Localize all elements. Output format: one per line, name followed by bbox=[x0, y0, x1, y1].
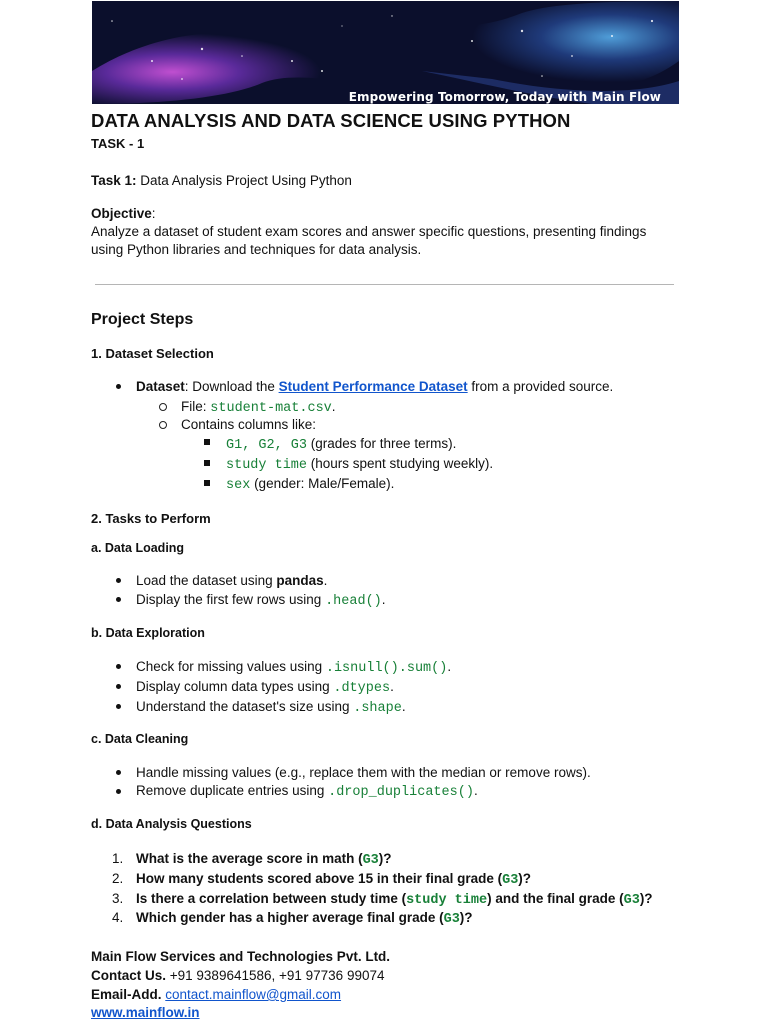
column-code: study time bbox=[226, 458, 308, 473]
bullet-dot-icon bbox=[116, 384, 121, 389]
dataset-text-pre: : Download the bbox=[184, 379, 279, 394]
bullet-dot-icon bbox=[116, 578, 121, 583]
bullet-square-icon bbox=[204, 439, 210, 445]
g3-code: G3 bbox=[443, 912, 460, 927]
contact-phone-numbers: +91 9389641586, +91 97736 99074 bbox=[166, 968, 385, 983]
exploration-end: . bbox=[390, 679, 394, 694]
objective-label: Objective bbox=[91, 206, 152, 221]
exploration-text: Understand the dataset's size using bbox=[136, 699, 354, 714]
column-desc: (gender: Male/Female). bbox=[250, 476, 395, 491]
list-number: 3. bbox=[112, 891, 124, 906]
dataset-label: Dataset bbox=[136, 379, 185, 394]
drop-duplicates-code: .drop_duplicates() bbox=[328, 785, 474, 800]
task-number: TASK - 1 bbox=[91, 136, 145, 151]
cleaning-text: Remove duplicate entries using bbox=[136, 783, 329, 798]
question-end: )? bbox=[639, 891, 653, 906]
email-link[interactable]: contact.mainflow@gmail.com bbox=[165, 987, 342, 1002]
question-end: )? bbox=[459, 910, 473, 925]
contact-label: Contact Us. bbox=[91, 968, 167, 983]
exploration-end: . bbox=[447, 659, 452, 674]
g3-code: G3 bbox=[502, 873, 519, 888]
exploration-end: . bbox=[401, 699, 406, 714]
exploration-item-1 bbox=[136, 659, 451, 676]
question-text: Which gender has a higher average final grade ( bbox=[136, 910, 444, 925]
bullet-dot-icon bbox=[116, 704, 121, 709]
task-text: Data Analysis Project Using Python bbox=[136, 173, 352, 188]
column-code: G1, G2, G3 bbox=[226, 438, 308, 453]
project-steps-heading: Project Steps bbox=[91, 311, 194, 328]
file-label: File: bbox=[181, 399, 211, 414]
objective-line-2: using Python libraries and techniques for data analysis. bbox=[91, 242, 422, 257]
bullet-square-icon bbox=[204, 460, 210, 466]
loading-end: . bbox=[381, 592, 386, 607]
column-desc: (hours spent studying weekly). bbox=[307, 456, 494, 471]
g3-code: G3 bbox=[623, 893, 640, 908]
data-cleaning-heading: c. Data Cleaning bbox=[91, 732, 189, 746]
study-time-code: study time bbox=[406, 893, 488, 908]
exploration-item-2 bbox=[136, 679, 394, 696]
list-number: 2. bbox=[112, 871, 124, 886]
banner-tagline: Empowering Tomorrow, Today with Main Flow bbox=[348, 90, 661, 104]
bullet-circle-icon bbox=[159, 403, 167, 411]
g3-code: G3 bbox=[362, 853, 379, 868]
file-bullet bbox=[181, 399, 336, 416]
document-title: DATA ANALYSIS AND DATA SCIENCE USING PYTHON bbox=[91, 110, 571, 131]
horizontal-divider bbox=[95, 284, 674, 285]
website-link[interactable]: www.mainflow.in bbox=[91, 1005, 200, 1020]
cleaning-item-1: Handle missing values (e.g., replace them with the median or remove rows). bbox=[136, 765, 591, 780]
column-item bbox=[226, 476, 394, 493]
bullet-circle-icon bbox=[159, 421, 167, 429]
shape-code: .shape bbox=[353, 701, 402, 716]
data-loading-heading: a. Data Loading bbox=[91, 541, 185, 555]
pandas-label: pandas bbox=[276, 573, 324, 588]
cleaning-end: . bbox=[473, 783, 478, 798]
question-end: )? bbox=[378, 851, 392, 866]
objective-heading bbox=[91, 206, 156, 221]
email-line bbox=[91, 987, 341, 1002]
column-item bbox=[226, 436, 456, 453]
galaxy-hands-illustration bbox=[92, 1, 679, 104]
bullet-dot-icon bbox=[116, 664, 121, 669]
head-code: .head() bbox=[325, 594, 382, 609]
email-label: Email-Add. bbox=[91, 987, 162, 1002]
column-item bbox=[226, 456, 493, 473]
loading-item-2 bbox=[136, 592, 386, 609]
analysis-questions-heading: d. Data Analysis Questions bbox=[91, 817, 252, 831]
objective-colon: : bbox=[151, 206, 156, 221]
bullet-dot-icon bbox=[116, 684, 121, 689]
list-number: 1. bbox=[112, 851, 124, 866]
question-2 bbox=[136, 871, 531, 888]
exploration-item-3 bbox=[136, 699, 406, 716]
column-desc: (grades for three terms). bbox=[307, 436, 457, 451]
dataset-text-post: from a provided source. bbox=[467, 379, 614, 394]
question-text: How many students scored above 15 in their final grade ( bbox=[136, 871, 503, 886]
loading-item-1 bbox=[136, 573, 327, 588]
header-banner-image bbox=[92, 1, 679, 104]
dataset-selection-heading: 1. Dataset Selection bbox=[91, 346, 214, 361]
objective-line-1: Analyze a dataset of student exam scores and answer specific questions, presenting findings bbox=[91, 224, 647, 239]
question-end: )? bbox=[518, 871, 532, 886]
task-label: Task 1: bbox=[91, 173, 137, 188]
exploration-text: Display column data types using bbox=[136, 679, 334, 694]
company-name: Main Flow Services and Technologies Pvt. Ltd. bbox=[91, 949, 391, 964]
question-text: Is there a correlation between study time ( bbox=[136, 891, 407, 906]
cleaning-item-2 bbox=[136, 783, 478, 800]
task-line bbox=[91, 173, 352, 188]
file-end: . bbox=[331, 399, 336, 414]
student-performance-dataset-link[interactable]: Student Performance Dataset bbox=[278, 379, 468, 394]
dtypes-code: .dtypes bbox=[333, 681, 391, 696]
bullet-dot-icon bbox=[116, 597, 121, 602]
list-number: 4. bbox=[112, 910, 124, 925]
loading-text: Display the first few rows using bbox=[136, 592, 326, 607]
question-text: What is the average score in math ( bbox=[136, 851, 363, 866]
file-name-code: student-mat.csv bbox=[210, 401, 332, 416]
bullet-square-icon bbox=[204, 480, 210, 486]
loading-text: Load the dataset using bbox=[136, 573, 277, 588]
contact-line bbox=[91, 968, 384, 983]
dataset-bullet bbox=[136, 379, 613, 394]
exploration-text: Check for missing values using bbox=[136, 659, 326, 674]
isnull-code: .isnull().sum() bbox=[325, 661, 448, 676]
question-3 bbox=[136, 891, 653, 908]
question-1 bbox=[136, 851, 392, 868]
question-text: ) and the final grade ( bbox=[487, 891, 624, 906]
question-4 bbox=[136, 910, 473, 927]
column-code: sex bbox=[226, 478, 251, 493]
bullet-dot-icon bbox=[116, 789, 121, 794]
tasks-heading: 2. Tasks to Perform bbox=[91, 511, 211, 526]
bullet-dot-icon bbox=[116, 770, 121, 775]
data-exploration-heading: b. Data Exploration bbox=[91, 626, 205, 640]
columns-intro: Contains columns like: bbox=[181, 417, 317, 432]
loading-end: . bbox=[323, 573, 328, 588]
